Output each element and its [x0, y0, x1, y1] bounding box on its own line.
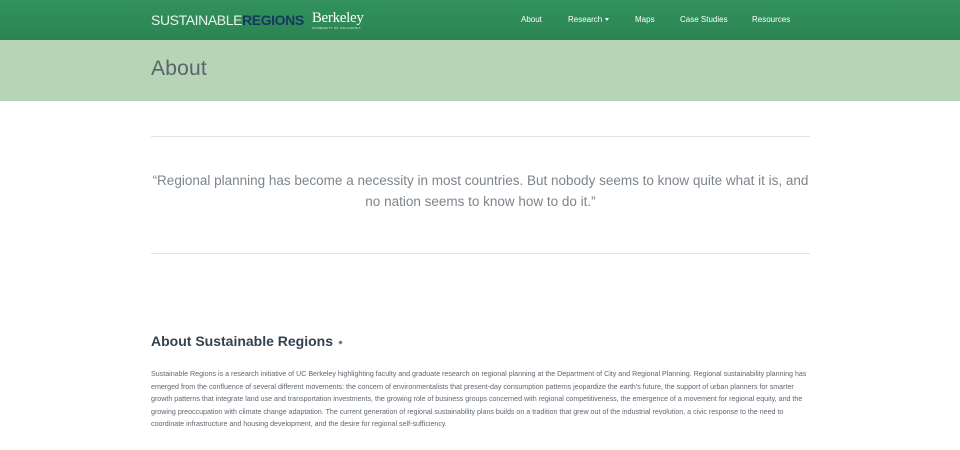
section-body-text: Sustainable Regions is a research initiative of UC Berkeley highlighting faculty and graduate research on regional planning at the Department of City and Regional Planning. Regional sustainability planning has emerged from the confluence of several different movements: the concern of environmentalists that present-day consumption patterns jeopardize the earth's future, the support of urban planners for smarter growth patterns that integrate land use and transportation investments, the growing role of business groups concerned with regional competitiveness, the emergence of a movement for regional equity, and the growing preoccupation with climate change adaptation. The current generation of regional sustainability plans builds on a tradition that grew out of the industrial revolution, a civic response to the need to coordinate infrastructure and housing development, and the desire for regional self-sufficiency.	[151, 370, 807, 429]
quote-bottom-divider	[151, 253, 810, 254]
nav-item-research-label: Research	[568, 15, 603, 24]
quote-top-divider	[151, 136, 810, 137]
cursor-mark-icon	[338, 340, 342, 344]
nav-item-research[interactable]	[568, 15, 609, 24]
berkeley-subtitle: UNIVERSITY OF CALIFORNIA	[311, 25, 361, 30]
page-title: About	[151, 57, 207, 80]
nav-item-case-studies[interactable]: Case Studies	[680, 15, 728, 24]
nav-item-maps[interactable]: Maps	[635, 15, 655, 24]
nav-item-resources[interactable]: Resources	[752, 15, 791, 24]
chevron-down-icon	[605, 18, 609, 21]
logo-regions-text: REGIONS	[242, 12, 304, 28]
quote-text: “Regional planning has become a necessity in most countries. But nobody seems to know quite what it is, and no nation seems to know how to do it.”	[152, 173, 809, 209]
logo-sustainable-text: SUSTAINABLE	[151, 12, 243, 28]
site-logo[interactable]	[151, 10, 364, 30]
page-header-band	[0, 40, 960, 101]
nav-item-about[interactable]: About	[521, 15, 542, 24]
berkeley-wordmark: Berkeley	[311, 9, 364, 26]
top-navbar	[0, 0, 960, 40]
berkeley-logo[interactable]	[312, 11, 364, 30]
section-title	[151, 333, 342, 349]
section-title-text: About Sustainable Regions	[151, 333, 334, 349]
